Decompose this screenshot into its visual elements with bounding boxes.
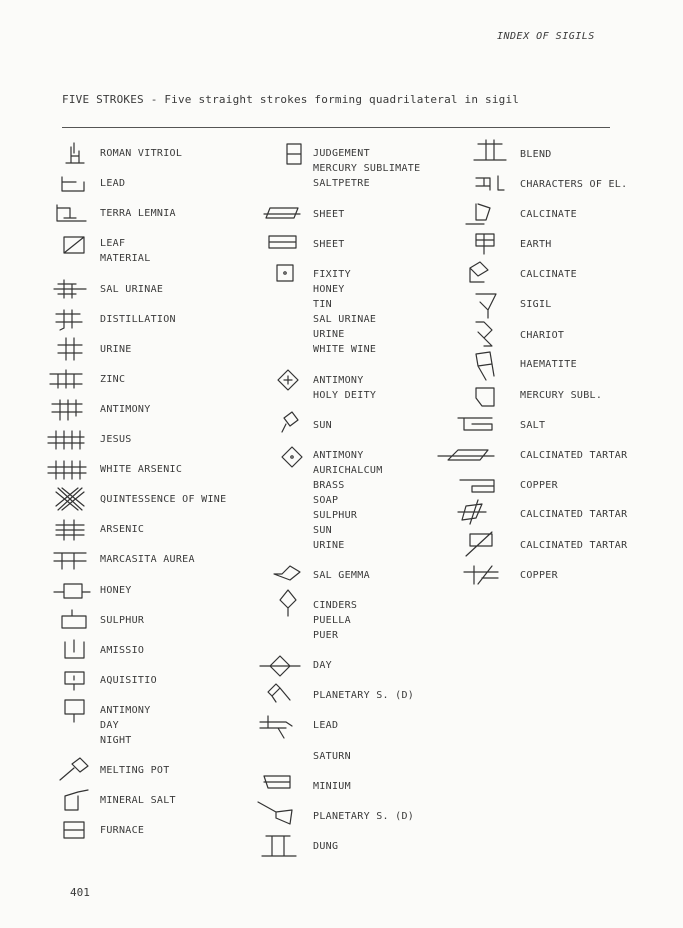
index-entry <box>313 207 345 222</box>
index-entry <box>100 673 157 688</box>
index-entry <box>313 809 414 824</box>
index-entry <box>100 176 125 191</box>
calcinated-tartar-sigil <box>436 446 498 464</box>
entry-label: SIGIL <box>520 299 552 310</box>
index-entry <box>520 538 627 553</box>
antimony-day-night-sigil <box>62 698 88 724</box>
entry-label: HONEY <box>100 585 132 596</box>
entry-label: SAL URINAE <box>100 284 164 295</box>
index-entry <box>520 388 602 403</box>
entry-label: WHITE WINE <box>313 344 377 355</box>
entry-label: SAL GEMMA <box>313 570 370 581</box>
melting-pot-sigil <box>58 758 92 782</box>
sulphur-sigil <box>60 608 90 630</box>
index-entry <box>313 267 376 357</box>
entry-label: SUN <box>313 420 332 431</box>
index-entry <box>100 643 144 658</box>
haematite-sigil <box>472 350 498 382</box>
running-header: INDEX OF SIGILS <box>497 31 595 42</box>
entry-label: WHITE ARSENIC <box>100 464 183 475</box>
honey-sigil <box>52 580 92 602</box>
mercury-subl-sigil <box>474 384 500 410</box>
index-entry <box>520 448 627 463</box>
calcinated-tartar-sigil-3 <box>462 530 494 558</box>
entry-label: HAEMATITE <box>520 359 577 370</box>
entry-label: HONEY <box>313 284 345 295</box>
index-entry <box>520 478 558 493</box>
entry-label: PLANETARY S. (D) <box>313 690 415 701</box>
entry-label: DISTILLATION <box>100 314 176 325</box>
index-entry <box>100 613 144 628</box>
judgement-sigil <box>284 142 304 166</box>
entry-label: MINIUM <box>313 781 351 792</box>
entry-label: URINE <box>313 329 345 340</box>
day-sigil <box>258 654 302 678</box>
entry-label: CALCINATED TARTAR <box>520 450 628 461</box>
entry-label: CALCINATE <box>520 269 577 280</box>
index-entry <box>100 522 144 537</box>
entry-label: CINDERS <box>313 600 358 611</box>
index-entry <box>520 418 545 433</box>
entry-label: ANTIMONY <box>100 705 151 716</box>
entry-label: URINE <box>100 344 132 355</box>
entry-label: EARTH <box>520 239 552 250</box>
arsenic-sigil <box>52 518 88 540</box>
planetary-sigil-d <box>256 800 296 828</box>
index-entry <box>520 237 552 252</box>
entry-label: SALTPETRE <box>313 178 370 189</box>
page-number: 401 <box>70 886 90 899</box>
calcinated-tartar-sigil-2 <box>456 498 490 530</box>
entry-label: SOAP <box>313 495 339 506</box>
entry-label: FURNACE <box>100 825 145 836</box>
index-entry <box>100 206 176 221</box>
entry-label: MARCASITA AUREA <box>100 554 195 565</box>
sheet-box-sigil <box>266 233 300 251</box>
sal-gemma-sigil <box>272 562 306 584</box>
index-entry <box>313 418 332 433</box>
calcinate-sigil <box>464 200 498 230</box>
entry-label: MERCURY SUBL. <box>520 390 603 401</box>
index-entry <box>520 207 577 222</box>
section-divider <box>62 127 610 128</box>
entry-label: PUELLA <box>313 615 351 626</box>
entry-label: CALCINATED TARTAR <box>520 509 628 520</box>
entry-label: SHEET <box>313 209 345 220</box>
minium-sigil <box>262 772 294 792</box>
salt-sigil <box>456 414 496 434</box>
copper-sigil <box>458 474 498 496</box>
planetary-sigil <box>266 680 294 706</box>
index-entry <box>313 718 338 733</box>
index-entry <box>100 552 195 567</box>
fixity-sigil <box>274 262 296 284</box>
entry-label: ZINC <box>100 374 126 385</box>
calcinate-sigil-2 <box>462 258 496 288</box>
sigil-sigil <box>474 290 500 320</box>
index-entry <box>520 328 564 343</box>
lead-sigil <box>60 173 88 195</box>
index-entry <box>100 312 176 327</box>
index-entry <box>100 432 132 447</box>
entry-label: TIN <box>313 299 332 310</box>
sal-urinae-sigil <box>52 278 88 300</box>
index-entry <box>520 147 552 162</box>
roman-vitriol-sigil <box>62 143 88 165</box>
index-entry <box>313 749 351 764</box>
index-entry <box>100 146 182 161</box>
index-entry <box>100 492 226 507</box>
index-entry <box>100 823 144 838</box>
entry-label: PUER <box>313 630 339 641</box>
index-entry <box>313 237 345 252</box>
index-entry <box>100 703 151 748</box>
leaf-sigil <box>62 233 88 255</box>
entry-label: FIXITY <box>313 269 351 280</box>
antimony-diamond-sigil <box>276 368 300 392</box>
marcasita-aurea-sigil <box>52 548 88 570</box>
section-subtitle: FIVE STROKES - Five straight strokes forming quadrilateral in sigil <box>62 93 520 106</box>
index-entry <box>313 598 357 643</box>
entry-label: SAL URINAE <box>313 314 377 325</box>
jesus-sigil <box>46 428 86 450</box>
entry-label: PLANETARY S. (D) <box>313 811 415 822</box>
entry-label: SATURN <box>313 751 351 762</box>
index-entry <box>100 763 170 778</box>
index-entry <box>100 236 151 266</box>
entry-label: SHEET <box>313 239 345 250</box>
entry-label: BRASS <box>313 480 345 491</box>
index-entry <box>100 793 176 808</box>
index-entry <box>313 688 414 703</box>
index-entry <box>313 658 332 673</box>
entry-label: LEAF <box>100 238 126 249</box>
mineral-salt-sigil <box>62 788 90 812</box>
entry-label: MINERAL SALT <box>100 795 176 806</box>
entry-label: ANTIMONY <box>313 450 364 461</box>
entry-label: ROMAN VITRIOL <box>100 148 183 159</box>
chariot-sigil <box>474 318 500 350</box>
entry-label: CALCINATED TARTAR <box>520 540 628 551</box>
earth-sigil <box>474 230 498 256</box>
characters-sigil <box>474 172 508 194</box>
entry-label: AMISSIO <box>100 645 145 656</box>
lead-saturn-sigil <box>258 712 294 740</box>
entry-label: JESUS <box>100 434 132 445</box>
index-entry <box>313 568 370 583</box>
entry-label: DAY <box>313 660 332 671</box>
entry-label: MATERIAL <box>100 253 151 264</box>
entry-label: QUINTESSENCE OF WINE <box>100 494 227 505</box>
quintessence-of-wine-sigil <box>54 486 86 512</box>
antimony-aurichalcum-sigil <box>280 445 304 469</box>
index-entry <box>313 146 420 191</box>
entry-label: SULPHUR <box>100 615 145 626</box>
entry-label: AQUISITIO <box>100 675 157 686</box>
entry-label: NIGHT <box>100 735 132 746</box>
antimony-sigil <box>48 398 86 420</box>
index-entry <box>100 342 132 357</box>
index-entry <box>100 372 125 387</box>
furnace-sigil <box>62 820 88 840</box>
index-entry <box>100 402 151 417</box>
entry-label: URINE <box>313 540 345 551</box>
index-entry <box>313 448 383 553</box>
sheet-sigil <box>262 204 302 222</box>
entry-label: LEAD <box>313 720 339 731</box>
entry-label: BLEND <box>520 149 552 160</box>
index-entry <box>520 357 577 372</box>
entry-label: ANTIMONY <box>100 404 151 415</box>
entry-label: SULPHUR <box>313 510 358 521</box>
entry-label: MELTING POT <box>100 765 170 776</box>
entry-label: JUDGEMENT <box>313 148 370 159</box>
entry-label: DUNG <box>313 841 339 852</box>
index-entry <box>313 839 338 854</box>
entry-label: TERRA LEMNIA <box>100 208 176 219</box>
entry-label: HOLY DEITY <box>313 390 377 401</box>
index-entry <box>313 373 376 403</box>
entry-label: ANTIMONY <box>313 375 364 386</box>
entry-label: ARSENIC <box>100 524 145 535</box>
zinc-sigil <box>48 368 86 390</box>
index-entry <box>520 297 552 312</box>
index-entry <box>520 507 627 522</box>
entry-label: CHARACTERS OF EL. <box>520 179 628 190</box>
entry-label: DAY <box>100 720 119 731</box>
sun-sigil <box>278 410 302 436</box>
terra-lemnia-sigil <box>54 202 88 224</box>
cinders-sigil <box>278 588 300 618</box>
index-entry <box>100 583 132 598</box>
entry-label: CHARIOT <box>520 330 565 341</box>
copper-sigil-2 <box>462 564 502 586</box>
entry-label: SUN <box>313 525 332 536</box>
index-entry <box>520 177 627 192</box>
urine-sigil <box>52 338 88 360</box>
entry-label: MERCURY SUBLIMATE <box>313 163 421 174</box>
amissio-sigil <box>62 638 88 662</box>
entry-label: LEAD <box>100 178 126 189</box>
entry-label: SALT <box>520 420 546 431</box>
dung-sigil <box>260 832 300 858</box>
index-entry <box>313 779 351 794</box>
entry-label: CALCINATE <box>520 209 577 220</box>
index-entry <box>100 462 182 477</box>
distillation-sigil <box>52 308 88 330</box>
index-entry <box>520 568 558 583</box>
index-entry <box>100 282 163 297</box>
aquisitio-sigil <box>62 668 88 692</box>
entry-label: COPPER <box>520 480 558 491</box>
blend-sigil <box>472 138 508 164</box>
entry-label: AURICHALCUM <box>313 465 383 476</box>
index-entry <box>520 267 577 282</box>
white-arsenic-sigil <box>46 458 88 480</box>
entry-label: COPPER <box>520 570 558 581</box>
